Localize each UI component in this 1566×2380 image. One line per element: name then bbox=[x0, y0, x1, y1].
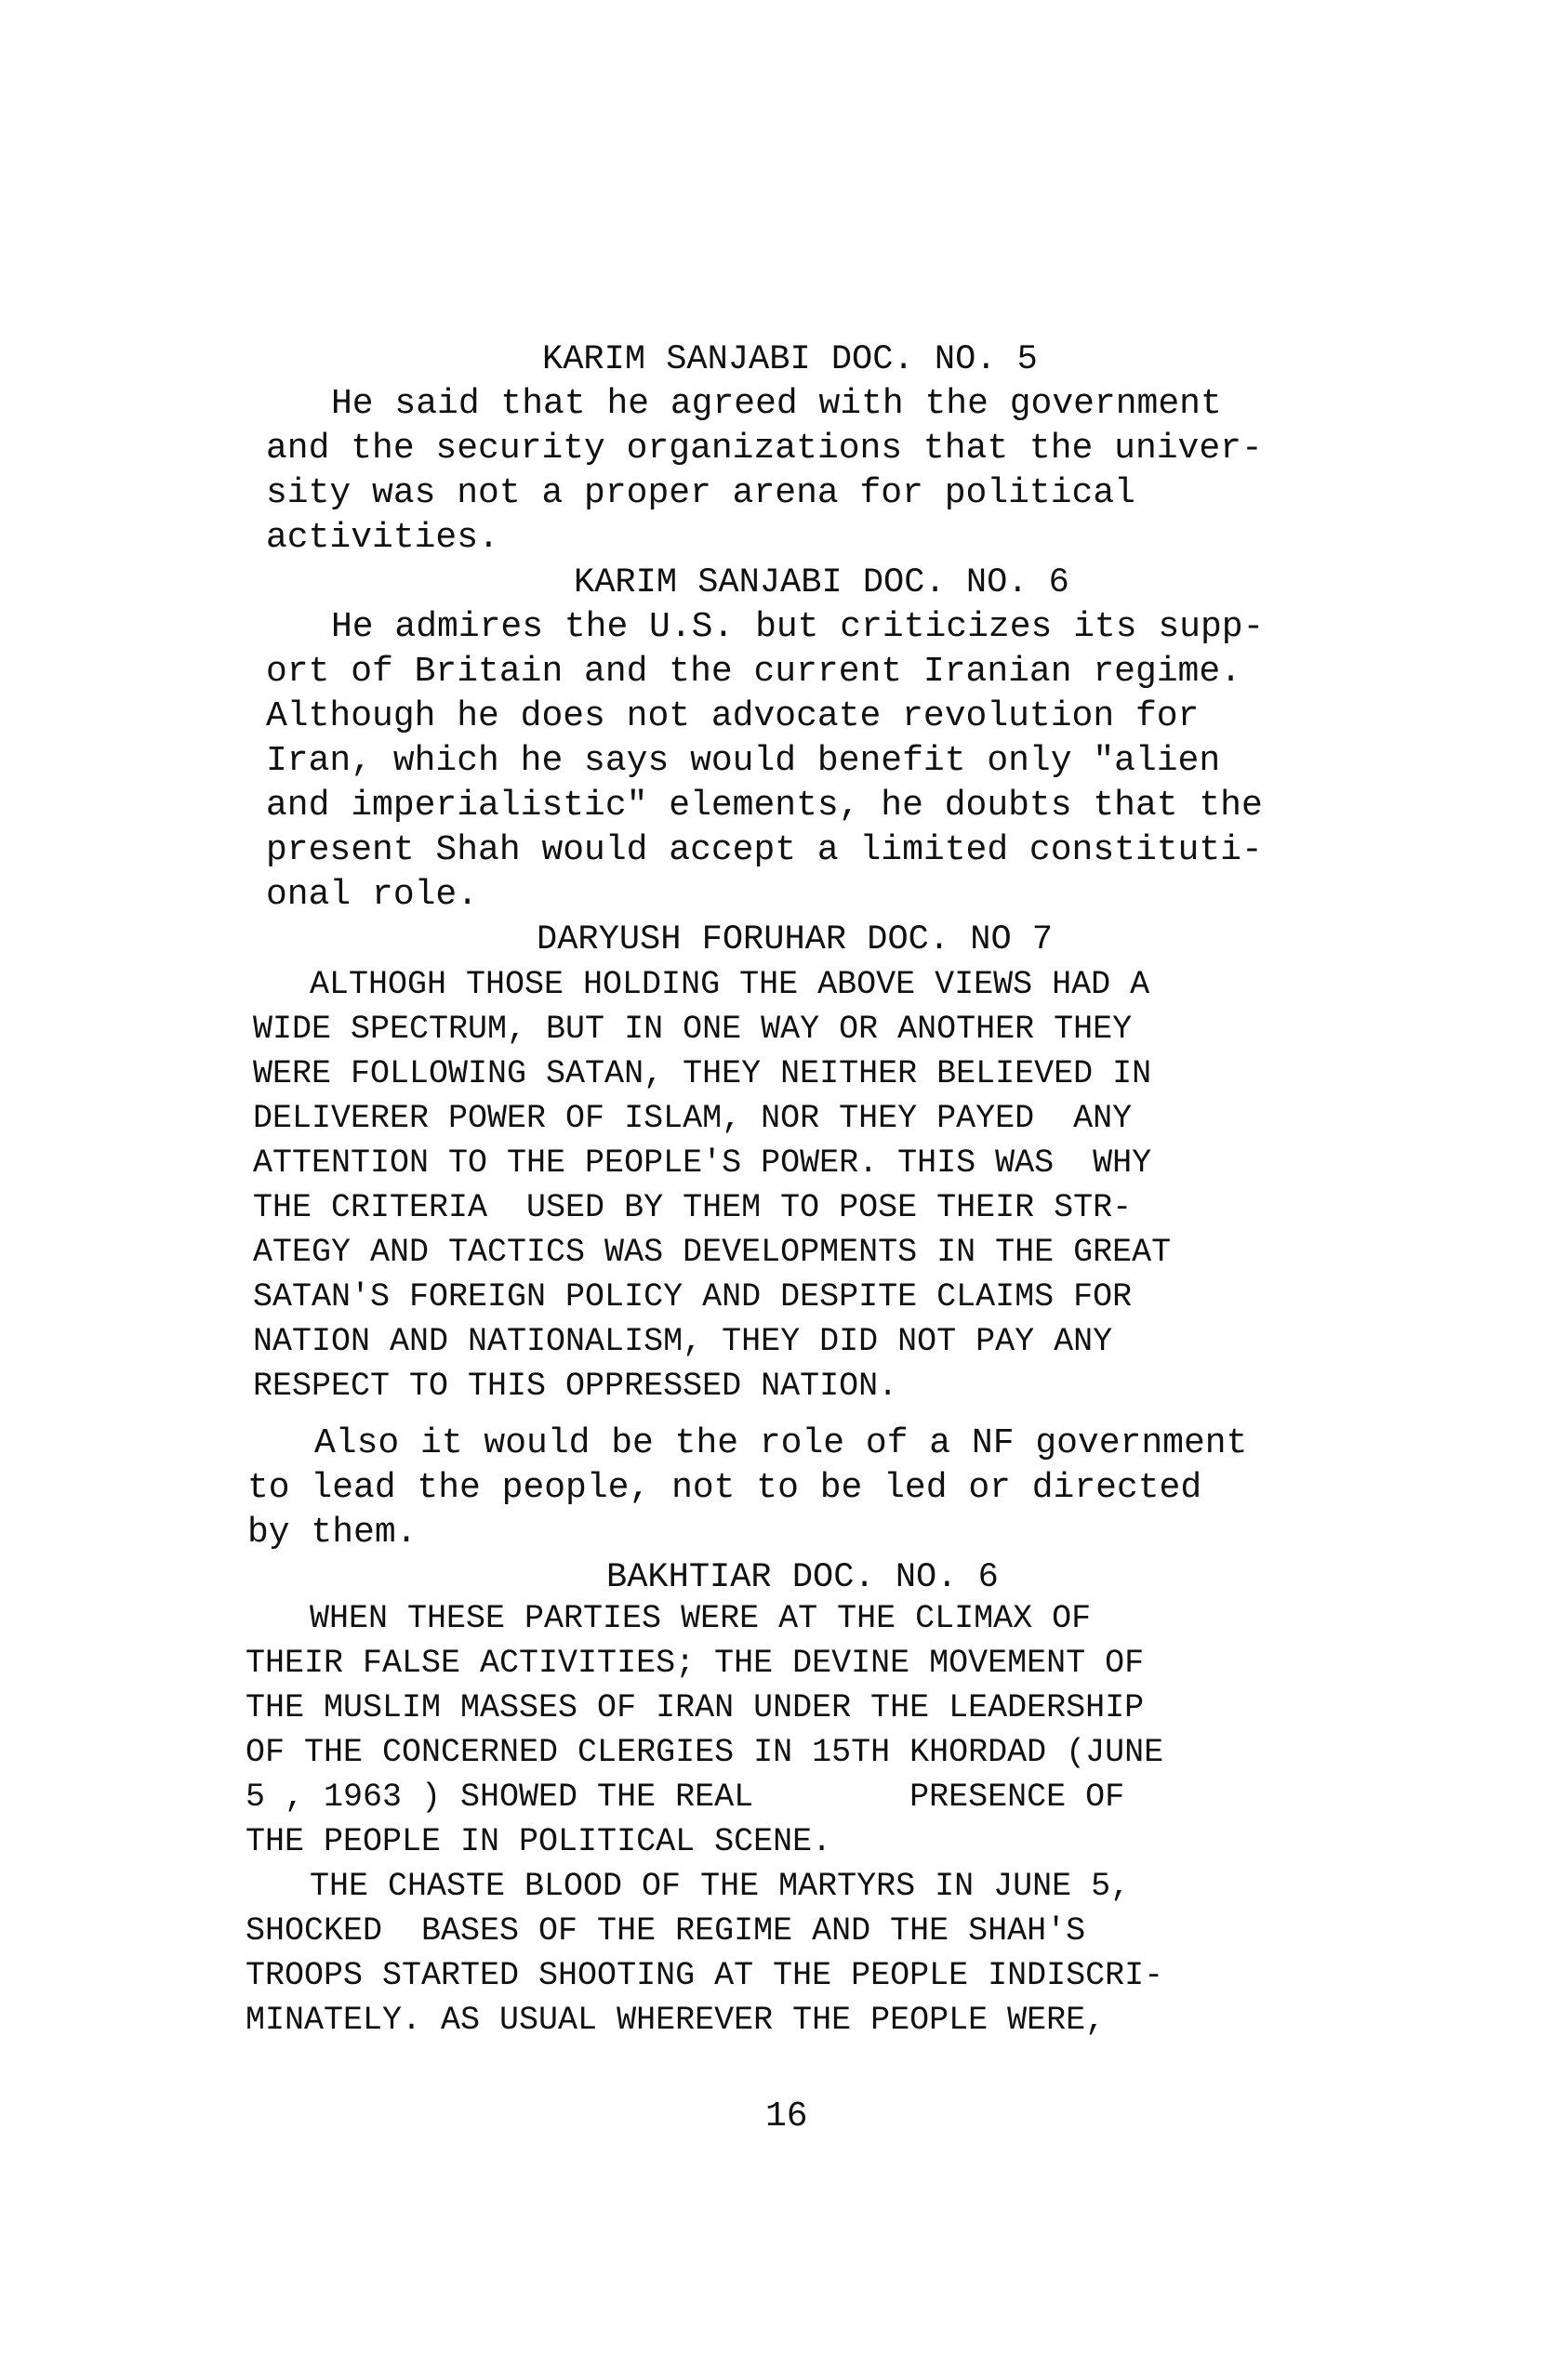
text-line: activities. bbox=[266, 518, 499, 558]
text-line: by them. bbox=[247, 1513, 418, 1553]
text-line: WIDE SPECTRUM, BUT IN ONE WAY OR ANOTHER THEY bbox=[253, 1011, 1133, 1048]
text-line: 5 , 1963 ) SHOWED THE REAL PRESENCE OF bbox=[246, 1778, 1125, 1816]
text-line: MINATELY. AS USUAL WHEREVER THE PEOPLE WERE, bbox=[246, 2002, 1106, 2039]
text-line: WHEN THESE PARTIES WERE AT THE CLIMAX OF bbox=[310, 1600, 1092, 1637]
section-heading: KARIM SANJABI DOC. NO. 6 bbox=[574, 563, 1069, 602]
section-heading: KARIM SANJABI DOC. NO. 5 bbox=[542, 340, 1038, 379]
text-line: ort of Britain and the current Iranian regime. bbox=[266, 652, 1241, 692]
text-line: WERE FOLLOWING SATAN, THEY NEITHER BELIEVED IN bbox=[253, 1055, 1152, 1092]
text-line: SATAN'S FOREIGN POLICY AND DESPITE CLAIMS FOR bbox=[253, 1278, 1133, 1316]
text-line: sity was not a proper arena for political bbox=[266, 473, 1135, 513]
section-heading: BAKHTIAR DOC. NO. 6 bbox=[606, 1558, 999, 1597]
text-line: ALTHOGH THOSE HOLDING THE ABOVE VIEWS HAD A bbox=[310, 966, 1150, 1003]
text-line: Also it would be the role of a NF government bbox=[314, 1423, 1248, 1463]
text-line: SHOCKED BASES OF THE REGIME AND THE SHAH'S bbox=[246, 1912, 1086, 1950]
text-line: and imperialistic" elements, he doubts that the bbox=[266, 786, 1263, 826]
text-line: Iran, which he says would benefit only "alien bbox=[266, 741, 1221, 781]
text-line: OF THE CONCERNED CLERGIES IN 15TH KHORDAD (JUNE bbox=[246, 1734, 1164, 1771]
text-line: NATION AND NATIONALISM, THEY DID NOT PAY ANY bbox=[253, 1323, 1113, 1360]
text-line: THE PEOPLE IN POLITICAL SCENE. bbox=[246, 1823, 832, 1860]
text-line: He said that he agreed with the government bbox=[331, 384, 1222, 424]
text-line: RESPECT TO THIS OPPRESSED NATION. bbox=[253, 1368, 898, 1405]
text-line: to lead the people, not to be led or directed bbox=[247, 1468, 1202, 1508]
text-line: onal role. bbox=[266, 875, 479, 915]
text-line: TROOPS STARTED SHOOTING AT THE PEOPLE INDISCRI- bbox=[246, 1957, 1164, 1994]
text-line: Although he does not advocate revolution for bbox=[266, 696, 1200, 736]
text-line: THE CRITERIA USED BY THEM TO POSE THEIR STR- bbox=[253, 1189, 1133, 1226]
text-line: ATEGY AND TACTICS WAS DEVELOPMENTS IN THE GREAT bbox=[253, 1234, 1172, 1271]
text-line: present Shah would accept a limited constituti- bbox=[266, 830, 1263, 870]
text-line: and the security organizations that the univer- bbox=[266, 429, 1263, 469]
text-line: THE CHASTE BLOOD OF THE MARTYRS IN JUNE 5, bbox=[310, 1868, 1131, 1905]
section-heading: DARYUSH FORUHAR DOC. NO 7 bbox=[537, 920, 1054, 959]
text-line: THE MUSLIM MASSES OF IRAN UNDER THE LEADERSHIP bbox=[246, 1689, 1145, 1726]
text-line: He admires the U.S. but criticizes its supp- bbox=[331, 607, 1265, 647]
text-line: DELIVERER POWER OF ISLAM, NOR THEY PAYED ANY bbox=[253, 1100, 1133, 1137]
text-line: ATTENTION TO THE PEOPLE'S POWER. THIS WAS WHY bbox=[253, 1144, 1152, 1182]
page-number: 16 bbox=[765, 2096, 808, 2136]
text-line: THEIR FALSE ACTIVITIES; THE DEVINE MOVEMENT OF bbox=[246, 1645, 1145, 1682]
